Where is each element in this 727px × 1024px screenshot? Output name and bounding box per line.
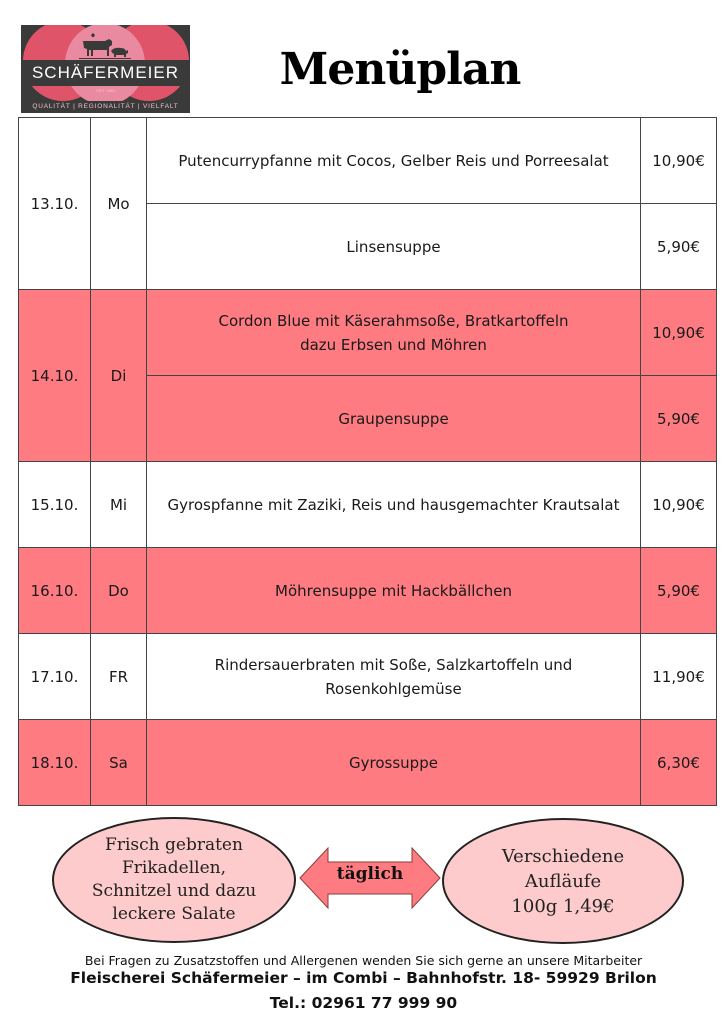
menu-date: 16.10. xyxy=(19,548,91,634)
dish-line: Gyrospfanne mit Zaziki, Reis und hausgemachter Krautsalat xyxy=(167,495,620,514)
menu-table xyxy=(18,117,717,806)
company-logo xyxy=(21,25,190,113)
shop-address: Fleischerei Schäfermeier – im Combi – Bahnhofstr. 18- 59929 Brilon xyxy=(70,969,657,987)
menu-date: 17.10. xyxy=(19,634,91,720)
offer-line: Schnitzel und dazu xyxy=(91,881,257,901)
dish-line: Rosenkohlgemüse xyxy=(325,679,462,698)
menu-dish xyxy=(147,118,641,204)
farm-animals-icon xyxy=(79,33,131,61)
menu-price: 11,90€ xyxy=(641,634,717,720)
menu-date: 18.10. xyxy=(19,720,91,806)
menu-weekday: Do xyxy=(91,548,147,634)
daily-label: täglich xyxy=(336,864,404,884)
dish-line: Gyrossuppe xyxy=(349,753,438,772)
menu-price: 10,90€ xyxy=(641,290,717,376)
menu-dish xyxy=(147,376,641,462)
menu-row xyxy=(19,548,717,634)
dish-line: Möhrensuppe mit Hackbällchen xyxy=(275,581,512,600)
menu-date: 14.10. xyxy=(19,290,91,462)
offer-line: 100g 1,49€ xyxy=(511,895,615,917)
logo-brand-text: SCHÄFERMEIER xyxy=(31,63,180,82)
menu-row xyxy=(19,634,717,720)
menu-date: 13.10. xyxy=(19,118,91,290)
daily-offer-right-text xyxy=(502,844,624,919)
dish-line: Cordon Blue mit Käserahmsoße, Bratkartoffeln xyxy=(218,311,569,330)
offer-line: Frikadellen, xyxy=(121,858,227,878)
menu-price: 5,90€ xyxy=(641,548,717,634)
menu-price: 10,90€ xyxy=(641,118,717,204)
daily-offer-right xyxy=(442,818,684,944)
menu-dish xyxy=(147,290,641,376)
dish-line: Rindersauerbraten mit Soße, Salzkartoffeln und xyxy=(214,655,573,674)
offer-line: Aufläufe xyxy=(524,870,602,892)
menu-weekday: Sa xyxy=(91,720,147,806)
page-title: Menüplan xyxy=(279,44,521,95)
dish-line: Graupensuppe xyxy=(338,409,449,428)
menu-dish xyxy=(147,204,641,290)
dish-line: dazu Erbsen und Möhren xyxy=(300,335,487,354)
menu-row xyxy=(19,118,717,204)
logo-tagline: QUALITÄT | REGIONALITÄT | VIELFALT xyxy=(21,101,190,113)
menu-price: 10,90€ xyxy=(641,462,717,548)
offer-line: Verschiedene xyxy=(501,845,625,867)
daily-offer-left xyxy=(52,817,296,943)
menu-row xyxy=(19,290,717,376)
daily-offer-left-text xyxy=(92,834,256,926)
allergen-info: Bei Fragen zu Zusatzstoffen und Allergenen wenden Sie sich gerne an unsere Mitarbeiter xyxy=(84,953,643,968)
dish-line: Putencurrypfanne mit Cocos, Gelber Reis und Porreesalat xyxy=(178,151,609,170)
menu-price: 5,90€ xyxy=(641,204,717,290)
menu-weekday: FR xyxy=(91,634,147,720)
menu-dish xyxy=(147,634,641,720)
menu-price: 5,90€ xyxy=(641,376,717,462)
menu-dish xyxy=(147,720,641,806)
menu-weekday: Mo xyxy=(91,118,147,290)
dish-line: Linsensuppe xyxy=(346,237,441,256)
offer-line: leckere Salate xyxy=(112,904,236,924)
shop-phone: Tel.: 02961 77 999 90 xyxy=(269,994,458,1012)
offer-line: Frisch gebraten xyxy=(105,835,243,855)
logo-since-text: SEIT 1983 xyxy=(96,88,115,93)
menu-weekday: Di xyxy=(91,290,147,462)
menu-row xyxy=(19,720,717,806)
menu-dish xyxy=(147,462,641,548)
menu-price: 6,30€ xyxy=(641,720,717,806)
menu-date: 15.10. xyxy=(19,462,91,548)
menu-dish xyxy=(147,548,641,634)
menu-row xyxy=(19,462,717,548)
menu-weekday: Mi xyxy=(91,462,147,548)
